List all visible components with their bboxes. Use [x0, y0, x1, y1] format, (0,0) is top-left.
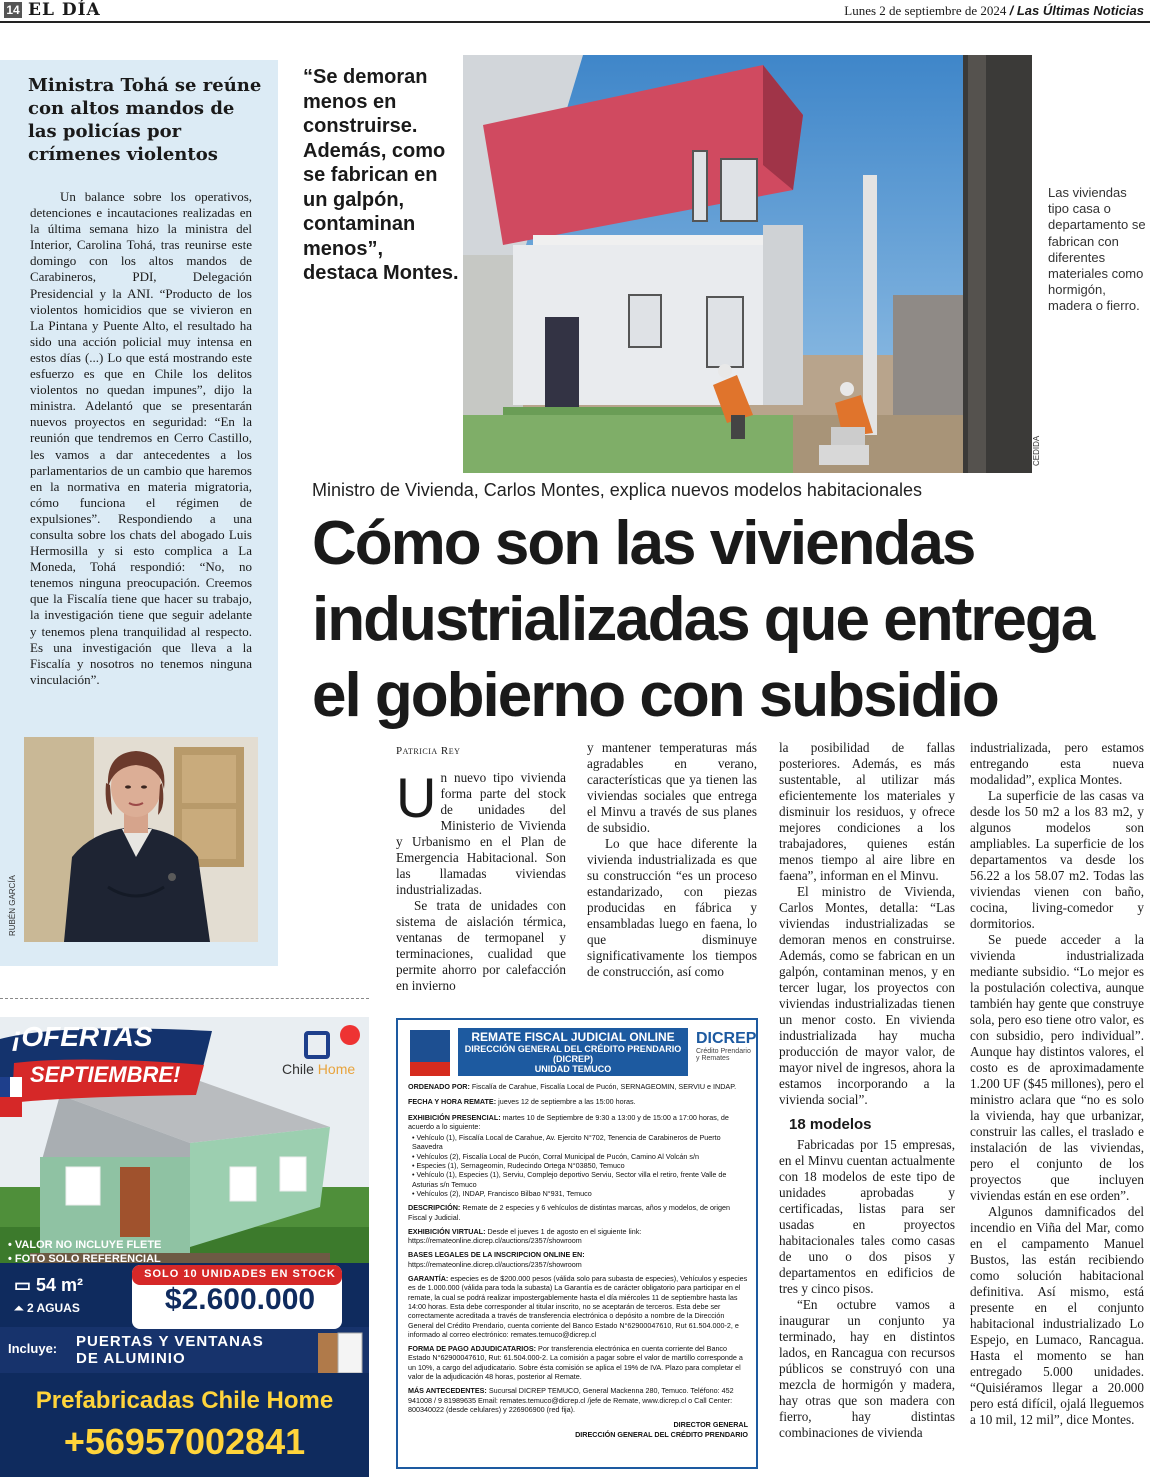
- ad-phone: +56957002841: [63, 1421, 306, 1462]
- remate-subtitle: DIRECCIÓN GENERAL DEL CRÉDITO PRENDARIO (DICREP): [464, 1044, 682, 1064]
- article-subhead: 18 modelos: [789, 1116, 872, 1133]
- sidebar-body: Un balance sobre los operativos, detenciones e incautaciones realizadas en la última semana hizo la ministra del Interior, Carolina Tohá, tras reunirse este domingo con los altos mandos de Carabineros, PDI, Delegación Presidencial y la ANI. “Producto de los violentos homicidios que se vivieron en La Pintana y Puente Alto, el resultado ha sido una acción policial muy intensa en estos días (...) Lo que está mostrando este esfuerzo es que en Chile los delitos violentos no quedan impunes”, dijo la ministra. Adelantó que se presentarán nuevos proyectos en seguridad: “En la reunión que tendremos en Cerro Castillo, les vamos a dar antecedentes a los parlamentarios de un cambio que haremos en la normativa en materia migratoria, cómo funciona el régimen de expulsiones”. Respondiendo a una consulta sobre los chats del abogado Luis Hermosilla y si esto complica a La Moneda, Tohá respondió: “No, no tenemos ninguna preocupación. Creemos que la Fiscalía tiene que hacer su trabajo, la investigación tiene que seguir adelante y tenemos plena tranquilidad al respecto. Es una investigación que lleva a la Fiscalía y nosotros no tenemos ninguna vinculación”.: [30, 189, 252, 687]
- roof-icon: ⏶: [14, 1301, 27, 1315]
- list-item-text: Vehículos (2), INDAP, Francisco Bilbao N°931, Temuco: [416, 1188, 592, 1198]
- offer-month: SEPTIEMBRE!: [30, 1062, 181, 1087]
- paragraph: La superficie de las casas va desde los 50 m2 a los 83 m2, y algunos modelos son ampliables. La superficie de los departamentos va desde los 56.22 a los 58.07 m2. Todas las viviendas vienen con baño, cocina, living-comedor y dormitorios.: [970, 788, 1144, 931]
- roof-value: 2 AGUAS: [26, 1301, 80, 1315]
- article-headline: Cómo son las viviendas industrializadas que entrega el gobierno con subsidio: [312, 509, 1094, 730]
- field-value: jueves 12 de septiembre a las 15:00 horas.: [498, 1097, 636, 1107]
- byline: Patricia Rey: [396, 745, 461, 757]
- signature-title: DIRECTOR GENERAL: [673, 1420, 748, 1430]
- freight-note: • VALOR NO INCLUYE FLETE: [8, 1239, 162, 1251]
- issue-date: Lunes 2 de septiembre de 2024: [844, 3, 1007, 18]
- paragraph: la posibilidad de fallas posteriores. Además, es más sustentable, al utilizar más eficientemente los materiales y disminuir los residuos, y ofrece mejores condiciones a los trabajadores, quienes están menos tiempo al aire libre en faena”, informan en el Minvu.: [779, 740, 955, 883]
- remate-title-box: [458, 1028, 688, 1076]
- masthead-rule: [0, 21, 1150, 23]
- signature-org: DIRECCIÓN GENERAL DEL CRÉDITO PRENDARIO: [575, 1429, 748, 1439]
- bed-icon: ▭: [14, 1275, 37, 1295]
- price: $2.600.000: [164, 1283, 316, 1316]
- remate-body: [408, 1082, 748, 1439]
- field-label: FORMA DE PAGO ADJUDICATARIOS:: [408, 1344, 537, 1354]
- includes-label: Incluye:: [8, 1341, 58, 1356]
- dropcap: U: [396, 766, 437, 829]
- field-value: especies es de $200.000 pesos (válida solo para subasta de especies), Vehículos y especies es de 1.000.000 (válida para toda la subasta) La Garantía es de carácter obligatorio para participar en el remate, la cual se podrá realizar impostergablemente hasta el día miércoles 11 de septiembre hasta las 14:00 horas. Esta debe corresponder al titular inscrito, no se aceptarán de terceros. Esta debe ser correctamente acreditada a través de transferencia electrónica o depósito a nombre de la Dirección General del Crédito Prendario, cuenta corriente del Banco Estado N°62900047610, Rut 61.504.000-2, e informado al correo electrónico: remates.temuco@dicrep.cl: [408, 1274, 748, 1339]
- paragraph: El ministro de Vivienda, Carlos Montes, detalla: “Las viviendas industrializadas se demoran menos en construirse. Además, como se fabrican en un galpón, contaminan menos, y en tercer lugar, los proyectos con viviendas industrializadas tienen un menor costo. En vivienda industrializada hay mucha producción de mayor valor, de mayor nivel de ingresos, ahora la estamos incorporando a la vivienda social”.: [779, 884, 955, 1107]
- field-label: ORDENADO POR:: [408, 1082, 470, 1091]
- page-number: 14: [4, 2, 22, 18]
- field-label: DESCRIPCIÓN:: [408, 1203, 461, 1213]
- list-item-text: Vehículo (1), Especies (1), Serviu, Complejo deportivo Serviu, Sector villa el retiro, frente Valle de Asturias s/n Temuco: [412, 1170, 727, 1189]
- brand-part: Home: [317, 1061, 356, 1077]
- list-item: • Vehículo (1), Fiscalía Local de Carahue, Av. Ejercito N°702, Tenencia de Carabineros de Puerto Saavedra: [412, 1133, 721, 1152]
- ad-tagline: Prefabricadas Chile Home: [35, 1387, 334, 1414]
- field-value: Fiscalía de Carahue, Fiscalía Local de Pucón, SERNAGEOMIN, SERVIU e INDAP.: [471, 1082, 737, 1091]
- article-column-2: [587, 740, 757, 980]
- paragraph: industrializada, pero estamos entregando esta nueva modalidad”, explica Montes.: [970, 740, 1144, 787]
- remate-title: REMATE FISCAL JUDICIAL ONLINE: [471, 1030, 675, 1044]
- article-column-3: [779, 740, 955, 1441]
- field-label: GARANTÍA:: [408, 1274, 449, 1284]
- section-title: EL DÍA: [28, 0, 101, 20]
- list-item: • Vehículos (2), Fiscalía Local de Pucón, Corral Municipal de Pucón, Camino Al Volcán s/n: [412, 1151, 699, 1161]
- gov-logo-icon: [410, 1030, 450, 1076]
- paragraph: y mantener temperaturas más agradables en verano, características que ya tienen las viviendas sociales que entrega el Minvu a través de sus planes de subsidio.: [587, 740, 757, 835]
- chilehome-brand: [282, 1061, 355, 1077]
- article-kicker: Ministro de Vivienda, Carlos Montes, explica nuevos modelos habitacionales: [312, 480, 922, 500]
- ad-separator: [0, 998, 369, 999]
- brand-part: Chile: [282, 1061, 314, 1077]
- portrait-photo: [24, 737, 258, 942]
- paragraph: “En octubre vamos a inaugurar un conjunto ya terminado, hay en distintos lados, en Rancagua con recursos públicos se construyó con una mezcla de hormigón y madera, hay otras que son madera con fierro, hay distintas combinaciones de vivienda: [779, 1297, 955, 1440]
- includes-text: PUERTAS Y VENTANAS DE ALUMINIO: [76, 1333, 264, 1367]
- photo-caption: Las viviendas tipo casa o departamento se fabrican con diferentes materiales como hormigón, madera o fierro.: [1048, 185, 1146, 314]
- paragraph: Algunos damnificados del incendio en Viña del Mar, como en el campamento Manuel Bustos, las están recibiendo como solución habitacional definitiva. Así mismo, está presente en el conjunto habitacional industrializado Lo Espejo, en Lumaco, Rancagua. Hasta el momento se han entregado 5.000 unidades. “Quisiéramos llegar a 20.000 pero está difícil, ojalá lleguemos a 10 mil, 12 mil”, dice Montes.: [970, 1204, 1144, 1427]
- area: [14, 1275, 83, 1296]
- paragraph: Se trata de unidades con sistema de aislación térmica, ventanas de termopanel y terminaciones, cualidad que permite ahorro por calefacción en invierno: [396, 898, 566, 993]
- sidebar-headline: Ministra Tohá se reúne con altos mandos de las policías por crímenes violentos: [28, 75, 262, 165]
- remate-unit: UNIDAD TEMUCO: [534, 1064, 612, 1074]
- portrait-credit: RUBÉN GARCÍA: [8, 875, 17, 936]
- chilehome-ad: [0, 1017, 369, 1477]
- article-column-4: [970, 740, 1144, 1428]
- area-value: 54 m²: [36, 1275, 84, 1295]
- field-value: Remate de 2 especies y 6 vehículos de distintas marcas, años y modelos, de origen Fiscal y Judicial.: [408, 1203, 731, 1222]
- pull-quote: “Se demoran menos en construirse. Además, como se fabrican en un galpón, contaminan menos”, destaca Montes.: [303, 66, 459, 284]
- dateline: [844, 3, 1144, 19]
- dicrep-logo-sub: Crédito Prendario y Remates: [696, 1048, 751, 1062]
- paragraph: Lo que hace diferente la vivienda industrializada es que su construcción “es un proceso estandarizado, con piezas producidas en fábrica y ensambladas luego en faena, lo que disminuye significativamente los tiempos de construcción, así como: [587, 836, 757, 979]
- photo-credit: CEDIDA: [1032, 435, 1041, 466]
- paragraph: n nuevo tipo vivienda forma parte del stock de unidades del Ministerio de Vivienda y Urbanismo en el Plan de Emergencia Habitacional. Son las llamadas viviendas industrializadas.: [396, 770, 566, 897]
- publication-name: / Las Últimas Noticias: [1009, 3, 1144, 18]
- list-item-text: Vehículo (1), Fiscalía Local de Carahue, Av. Ejercito N°702, Tenencia de Carabineros de Puerto Saavedra: [412, 1133, 721, 1152]
- stock-banner: SOLO 10 UNIDADES EN STOCK: [144, 1268, 336, 1280]
- field-label: EXHIBICIÓN PRESENCIAL:: [408, 1112, 501, 1122]
- house-photo: [463, 55, 1032, 473]
- dicrep-ad: [396, 1018, 758, 1469]
- list-item-text: Especies (1), Sernageomin, Rudecindo Ortega N°03850, Temuco: [416, 1161, 625, 1171]
- bases-link[interactable]: https://remateonline.dicrep.cl/auctions/2357/showroom: [408, 1259, 582, 1269]
- field-value: martes 10 de Septiembre de 9:30 a 13:00 y de 15:00 a 17:00 horas, de acuerdo a lo siguiente:: [408, 1112, 729, 1131]
- chilehome-logo-icon: [304, 1031, 330, 1059]
- field-value: Desde el jueves 1 de agosto en el siguiente link: https://remateonline.dicrep.cl/auctions/2357/showroom: [408, 1226, 642, 1246]
- list-item-text: Vehículos (2), Fiscalía Local de Pucón, Corral Municipal de Pucón, Camino Al Volcán s/n: [416, 1151, 699, 1161]
- list-item: • Vehículos (2), INDAP, Francisco Bilbao N°931, Temuco: [412, 1188, 592, 1198]
- field-label: BASES LEGALES DE LA INSCRIPCION ONLINE EN:: [408, 1250, 585, 1260]
- field-value: Por transferencia electrónica en cuenta corriente del Banco Estado N°62900047610, Rut: 61.504.000-2. La comisión a pagar sobre el valor de martillo corresponde a un 10%, a cargo del adjudicatario. Sobre ésta comisión se aplica el 19% de IVA. Plazo para completar el valor de la adjudicación 48 horas, posterior al Remate.: [408, 1344, 743, 1382]
- paragraph: Fabricadas por 15 empresas, en el Minvu cuentan actualmente con 18 modelos de este tipo de unidades aprobadas y certificadas, listas para ser usadas en proyectos habitacionales tales como casas de uno o dos pisos y departamentos en edificios de tres y cinco pisos.: [779, 1137, 955, 1296]
- photo-note: • FOTO SOLO REFERENCIAL: [8, 1253, 161, 1265]
- paragraph: Se puede acceder a la vivienda industrializada mediante subsidio. “Lo mejor es la postulación colectiva, aunque también hay gente que construye sola, pero eso tiene otro valor, es con subsidio, pero individual”. Aunque hay distintos valores, el costo es de aproximadamente 1.200 UF ($45 millones), pero el ministro aclara que “no es solo la vivienda, hay que urbanizar, construir las calles, el traslado e instalación de las viviendas, pero el conjunto de los proyectos que incluyen viviendas están en ese orden”.: [970, 932, 1144, 1203]
- article-column-1: [396, 766, 566, 994]
- dicrep-logo: DICREP: [696, 1030, 757, 1047]
- field-label: FECHA Y HORA REMATE:: [408, 1097, 497, 1107]
- offer-title: ¡OFERTAS: [12, 1021, 153, 1052]
- list-item: • Vehículo (1), Especies (1), Serviu, Complejo deportivo Serviu, Sector villa el retiro, frente Valle de Asturias s/n Temuco: [412, 1170, 727, 1189]
- roof-type: [14, 1301, 80, 1316]
- field-value: Sucursal DICREP TEMUCO, General Mackenna 280, Temuco. Teléfono: 452 941008 / 9 81989635 Email: remates.temuco@dicrep.cl /jefe de Remate, www.dicrep.cl o Call Center: 800340022 (desde celulares) y 226906900 (red fija).: [408, 1386, 734, 1414]
- field-label: EXHIBICIÓN VIRTUAL:: [408, 1226, 486, 1236]
- field-label: MÁS ANTECEDENTES:: [408, 1386, 487, 1396]
- list-item: • Especies (1), Sernageomin, Rudecindo Ortega N°03850, Temuco: [412, 1161, 625, 1171]
